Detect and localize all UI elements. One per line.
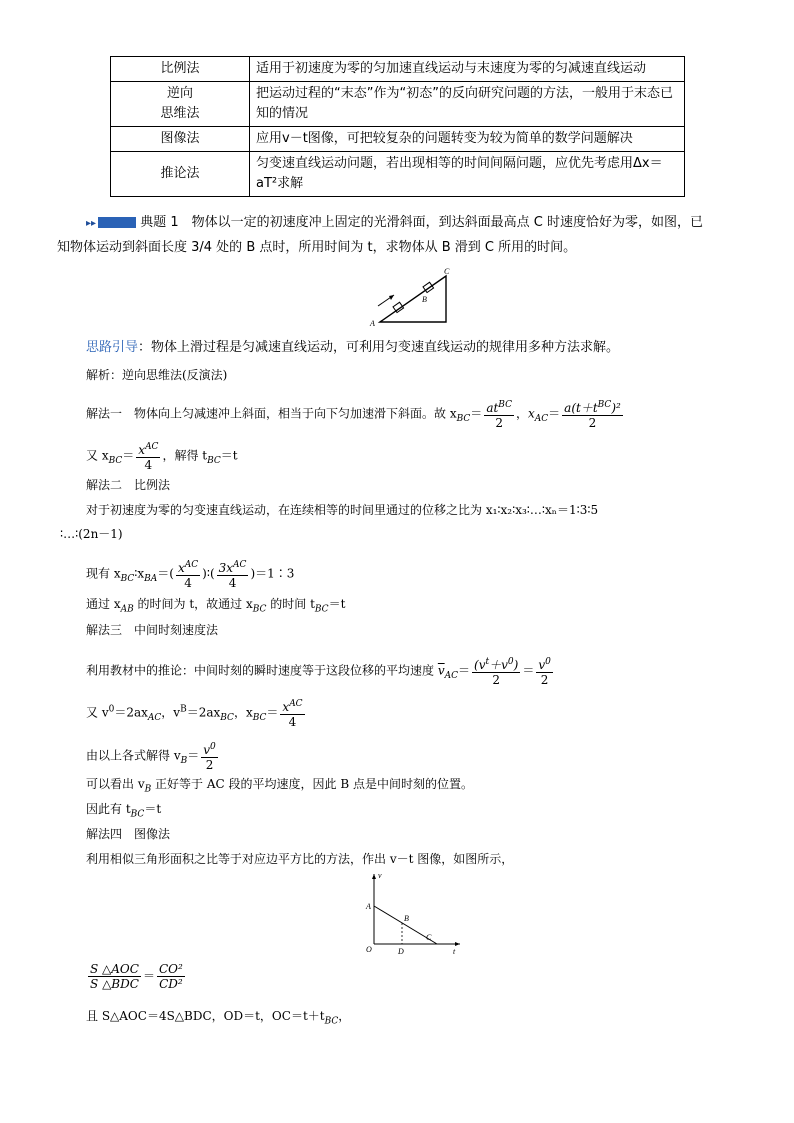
guide-title: 思路引导 (86, 340, 139, 355)
guide-text: ：物体上滑过程是匀减速直线运动，可利用匀变速直线运动的规律用多种方法求解。 (138, 340, 620, 355)
eq2-num: a(t＋t (564, 401, 598, 415)
method3-title: 解法三 中间时刻速度法 (86, 623, 219, 637)
m3-text5-end: ＝t (144, 802, 162, 816)
method1-line1: 解法一 物体向上匀减速冲上斜面，相当于向下匀加速滑下斜面。故 $x_{BC}=$ $\frac{at^{BC}}{2}$ ，$x_{AC}=$ $\frac{a(t+t^{BC})^2}{2}$ (86, 400, 621, 430)
method3-text3: 由以上各式解得 $v_B=$ $\frac{v^0}{2}$ (86, 742, 216, 772)
label-a2: A (366, 902, 371, 911)
eq2-den: 2 (588, 416, 597, 430)
example-header-bar (98, 217, 136, 228)
m2-text4-a: 通过 x (86, 597, 121, 611)
eq1-num: at (486, 401, 499, 415)
label-t: t (453, 947, 456, 956)
method2-title: 解法二 比例法 (86, 478, 171, 492)
example-line-2: 知物体运动到斜面长度 3/4 处的 B 点时，所用时间为 t，求物体从 B 滑到 C 所用的时间。 (57, 240, 577, 255)
m2-text4-d: ＝t (328, 597, 346, 611)
ratio-line: $\frac{\text{S △AOC}}{\text{S △BDC}}$ ＝ $\frac{\text{CO²}}{\text{CD²}}$ (90, 962, 183, 991)
example-line-1 (86, 215, 703, 232)
m2-text3-end: ＝1∶3 (255, 566, 295, 581)
incline-triangle (380, 276, 446, 322)
table-row (111, 57, 685, 82)
m3-text4: 可以看出 v (86, 777, 145, 791)
table-row (111, 152, 685, 197)
velocity-arrowhead (389, 295, 394, 300)
method-name: 图像法 (111, 127, 250, 152)
methods-table (110, 56, 685, 197)
m1-line2-end: ＝t (220, 448, 238, 463)
method2-text3: 现有 $x_{BC}∶x_{BA}=$( $\frac{x^{AC}}{4}$ )∶( $\frac{3x^{AC}}{4}$ )＝1∶3 (86, 560, 295, 590)
label-c2: C (426, 933, 432, 942)
example-label: 典题 1 (140, 215, 179, 230)
last-line: 且 S△AOC＝4S△BDC，OD＝t，$OC=t+t_{BC}$， (86, 1009, 351, 1027)
method-desc: 把运动过程的“末态”作为“初态”的反向研究问题的方法，一般用于末态已知的情况 (250, 82, 685, 127)
guide-line (86, 340, 619, 356)
last-text: 且 S△AOC＝4S△BDC，OD＝t，OC＝t＋t (86, 1009, 325, 1023)
m1-line2-post: ，解得 t (162, 448, 208, 463)
solution-intro: 解析：逆向思维法(反演法) (86, 368, 228, 382)
method4-title: 解法四 图像法 (86, 827, 171, 841)
m2-text3-pre: 现有 x (86, 566, 121, 581)
t-axis-arrow (455, 942, 460, 946)
label-a: A (370, 319, 375, 328)
method2-text4: 通过 $x_{AB}$ 的时间为 t，故通过 $x_{BC}$ 的时间 $t_{BC}=t$ (86, 597, 346, 615)
label-d: D (398, 947, 404, 956)
method3-text5: 因此有 $t_{BC}=t$ (86, 802, 162, 820)
method-desc: 适用于初速度为零的匀加速直线运动与末速度为零的匀减速直线运动 (250, 57, 685, 82)
label-c: C (444, 267, 450, 276)
method1-text: 物体向上匀减速冲上斜面，相当于向下匀加速滑下斜面。故 x (134, 406, 457, 421)
method-desc: 匀变速直线运动问题，若出现相等的时间间隔问题，应优先考虑用Δx＝aT²求解 (250, 152, 685, 197)
label-v: v (378, 871, 382, 880)
example-marker: ▸▸ (86, 218, 97, 229)
table-row (111, 82, 685, 127)
method-name: 推论法 (111, 152, 250, 197)
method2-text2: ∶…∶(2n－1) (60, 527, 123, 541)
method-desc: 应用v－t图像，可把较复杂的问题转变为较为简单的数学问题解决 (250, 127, 685, 152)
ratio-den: S △BDC (90, 977, 139, 991)
method-name: 比例法 (111, 57, 250, 82)
m1-line2-pre: 又 x (86, 448, 109, 463)
method1-title: 解法一 (86, 406, 123, 421)
vt-graph (362, 870, 466, 956)
ratio-num: S △AOC (90, 962, 139, 976)
method3-text1: 利用教材中的推论：中间时刻的瞬时速度等于这段位移的平均速度 $\overline{v}_{AC}=$ $\frac{(v^t+v^0)}{2}$ ＝ $\frac{v^0}{2}$ (86, 657, 551, 687)
eq1-den: 2 (495, 416, 503, 430)
example-text-1: 物体以一定的初速度冲上固定的光滑斜面，到达斜面最高点 C 时速度恰好为零，如图，已 (191, 215, 703, 230)
method1-line2: 又 $x_{BC}=$ $\frac{x^{AC}}{4}$ ，解得 $t_{BC}=t$ (86, 442, 238, 472)
m3-text3: 由以上各式解得 v (86, 748, 181, 763)
method3-text2: 又 $v^0=2ax_{AC}$，$v^B=2ax_{BC}$，$x_{BC}=$ $\frac{x^{AC}}{4}$ (86, 699, 303, 729)
label-b: B (422, 295, 427, 304)
m3-text1: 利用教材中的推论：中间时刻的瞬时速度等于这段位移的平均速度 (86, 663, 435, 678)
label-o: O (366, 945, 372, 954)
method4-text1: 利用相似三角形面积之比等于对应边平方比的方法，作出 v－t 图像，如图所示， (86, 852, 514, 866)
ratio-rhs-den: CD² (159, 977, 183, 991)
ratio-rhs-num: CO² (158, 962, 183, 976)
method2-text1: 对于初速度为零的匀变速直线运动，在连续相等的时间里通过的位移之比为 x₁∶x₂∶x₃∶…∶xₙ＝1∶3∶5 (86, 503, 599, 517)
method-name: 逆向 思维法 (111, 82, 250, 127)
label-b2: B (404, 914, 409, 923)
m2-text4-c: 的时间 t (266, 597, 315, 611)
m3-text2-pre: 又 v (86, 705, 109, 720)
incline-figure (360, 266, 470, 330)
m2-text4-b: 的时间为 t，故通过 x (133, 597, 253, 611)
m3-text4-post: 正好等于 AC 段的平均速度，因此 B 点是中间时刻的位置。 (151, 777, 473, 791)
method3-text4: 可以看出 $v_B$ 正好等于 AC 段的平均速度，因此 B 点是中间时刻的位置。 (86, 777, 473, 795)
m3-text5: 因此有 t (86, 802, 131, 816)
table-row (111, 127, 685, 152)
v-axis-arrow (372, 874, 376, 879)
